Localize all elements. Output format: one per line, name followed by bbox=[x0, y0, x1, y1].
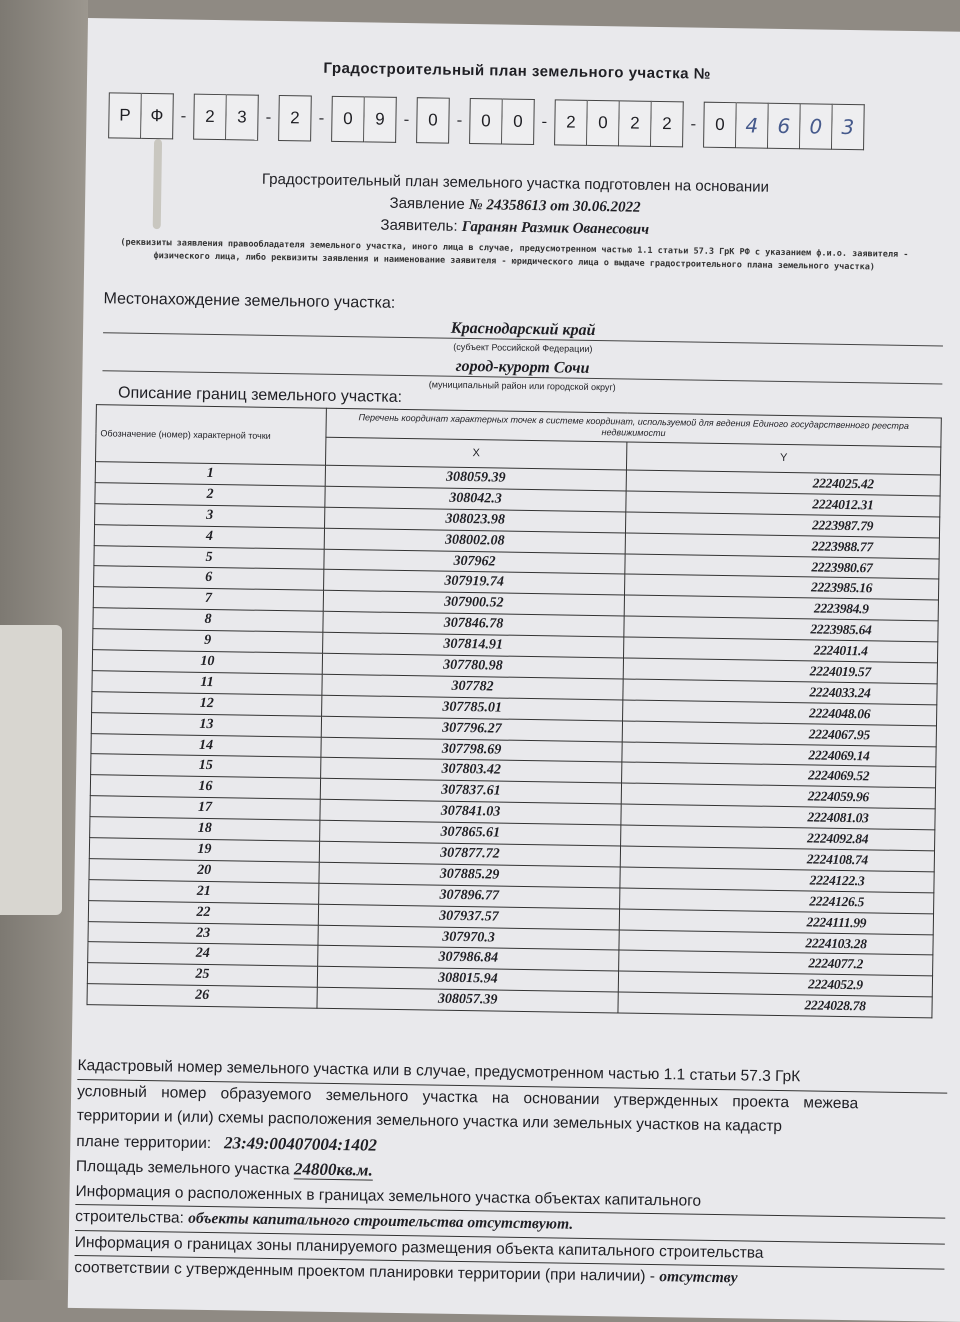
x-coordinate: 307885.29 bbox=[319, 862, 620, 888]
y-coordinate: 2224069.52 bbox=[622, 762, 936, 788]
x-coordinate: 307877.72 bbox=[319, 841, 620, 867]
point-number: 3 bbox=[95, 503, 325, 528]
point-number: 17 bbox=[90, 796, 320, 821]
coordinates-group-header: Перечень координат характерных точек в системе координат, используемой для ведения Единого государственного реестра недвижимости bbox=[326, 408, 941, 446]
zone-label: соответствии с утвержденным проектом планировки территории (при наличии) - bbox=[74, 1258, 656, 1286]
y-coordinate: 2224126.5 bbox=[620, 888, 934, 914]
y-coordinate: 2224077.2 bbox=[619, 950, 933, 976]
point-number: 4 bbox=[94, 524, 324, 549]
y-coordinate: 2223984.9 bbox=[624, 595, 938, 621]
point-number: 2 bbox=[95, 483, 325, 508]
area-value: 24800кв.м. bbox=[293, 1159, 373, 1180]
number-separator: - bbox=[318, 109, 325, 127]
y-coordinate: 2224019.57 bbox=[623, 658, 937, 684]
zone-line-1: Информация о границах зоны планируемого размещения объекта капитального строительства bbox=[75, 1230, 945, 1269]
basis-text: Градостроительный план земельного участка подготовлен на основании bbox=[261, 170, 770, 196]
y-coordinate: 2224048.06 bbox=[623, 700, 937, 726]
point-number: 8 bbox=[93, 608, 323, 633]
point-number: 16 bbox=[90, 775, 320, 800]
buildings-value: объекты капитального строительства отсутствуют. bbox=[188, 1209, 574, 1233]
buildings-label: строительства: bbox=[75, 1207, 185, 1227]
x-coordinate: 307962 bbox=[324, 549, 625, 575]
point-number: 11 bbox=[92, 671, 322, 696]
x-coordinate: 308002.08 bbox=[324, 528, 625, 554]
number-separator: - bbox=[265, 108, 272, 126]
number-separator: - bbox=[541, 113, 548, 131]
number-cell: 2 bbox=[651, 101, 684, 147]
x-coordinate: 307803.42 bbox=[321, 758, 622, 784]
number-cell: 0 bbox=[502, 99, 535, 145]
cadastral-label: плане территории: bbox=[76, 1132, 212, 1152]
point-number: 10 bbox=[92, 650, 322, 675]
requisites-note: (реквизиты заявления правообладателя земельного участка, иного лица в случае, предусмотренном частью 1.1 статьи 57.3 ГрК РФ с указанием ф.и.о. заявителя - физического лица, либо реквизиты заявления и наименование заявителя - юридического лица о выдаче градостроительного плана земельного участка) bbox=[120, 237, 909, 273]
location-label: Местонахождение земельного участка: bbox=[103, 290, 396, 312]
point-number: 1 bbox=[95, 462, 325, 487]
x-coordinate: 307896.77 bbox=[319, 883, 620, 909]
x-coordinate: 307970.3 bbox=[318, 925, 619, 951]
y-coordinate: 2224092.84 bbox=[621, 825, 935, 851]
point-number: 18 bbox=[90, 817, 320, 842]
y-coordinate: 2224111.99 bbox=[619, 909, 933, 935]
x-coordinate: 308057.39 bbox=[317, 987, 618, 1013]
subject-value: Краснодарский край bbox=[450, 319, 596, 340]
y-coordinate: 2224069.14 bbox=[622, 742, 936, 768]
plot-details bbox=[74, 1054, 947, 1294]
number-cell: 6 bbox=[768, 103, 801, 149]
x-coordinate: 308015.94 bbox=[317, 967, 618, 993]
x-coordinate: 307900.52 bbox=[323, 591, 624, 617]
x-coordinate: 307785.01 bbox=[322, 695, 623, 721]
area-label: Площадь земельного участка bbox=[75, 1157, 290, 1179]
y-coordinate: 2224052.9 bbox=[618, 971, 932, 997]
boundaries-label: Описание границ земельного участка: bbox=[117, 384, 403, 406]
x-coordinate: 307796.27 bbox=[321, 716, 622, 742]
number-separator: - bbox=[690, 115, 697, 133]
y-coordinate: 2224012.31 bbox=[626, 491, 940, 517]
number-cell: 0 bbox=[587, 100, 620, 146]
x-coordinate: 307782 bbox=[322, 674, 623, 700]
point-column-header: Обозначение (номер) характерной точки bbox=[96, 405, 327, 466]
number-cell: 3 bbox=[226, 94, 259, 140]
number-cell: 2 bbox=[193, 94, 227, 141]
point-number: 6 bbox=[94, 566, 324, 591]
document-page bbox=[68, 18, 960, 1322]
number-cell: Р bbox=[108, 92, 142, 139]
x-coordinate: 307919.74 bbox=[324, 570, 625, 596]
x-coordinate: 308023.98 bbox=[325, 507, 626, 533]
cadastral-number: 23:49:00407004:1402 bbox=[223, 1132, 378, 1155]
y-coordinate: 2224025.42 bbox=[626, 470, 940, 496]
y-coordinate: 2224103.28 bbox=[619, 930, 933, 956]
x-coordinate: 307780.98 bbox=[322, 653, 623, 679]
number-cell: 2 bbox=[619, 100, 652, 146]
y-coordinate: 2224081.03 bbox=[621, 804, 935, 830]
plan-number-cells bbox=[108, 92, 865, 150]
point-number: 25 bbox=[87, 963, 317, 988]
point-number: 15 bbox=[91, 754, 321, 779]
cadastral-line-2: условный номер образуемого земельного участка на основании утвержденных проекта межева bbox=[77, 1082, 859, 1112]
y-coordinate: 2223987.79 bbox=[625, 512, 939, 538]
x-coordinate: 307986.84 bbox=[318, 946, 619, 972]
number-cell: 2 bbox=[554, 99, 588, 146]
point-number: 13 bbox=[91, 712, 321, 737]
y-coordinate: 2224122.3 bbox=[620, 867, 934, 893]
x-coordinate: 307814.91 bbox=[323, 632, 624, 658]
y-coordinate: 2223985.64 bbox=[624, 616, 938, 642]
point-number: 19 bbox=[89, 838, 319, 863]
point-number: 22 bbox=[88, 900, 318, 925]
y-coordinate: 2224059.96 bbox=[621, 783, 935, 809]
application-value: № 24358613 от 30.06.2022 bbox=[468, 197, 641, 216]
coordinates-table bbox=[86, 404, 941, 1018]
number-cell: Ф bbox=[141, 93, 174, 139]
number-cell: 0 bbox=[800, 103, 833, 149]
applicant-label: Заявитель: bbox=[380, 216, 458, 235]
y-coordinate: 2223988.77 bbox=[625, 533, 939, 559]
applicant-value: Гаранян Размик Ованесович bbox=[461, 218, 650, 238]
point-number: 20 bbox=[89, 859, 319, 884]
folder-tab bbox=[0, 625, 62, 915]
y-coordinate: 2224028.78 bbox=[618, 992, 932, 1018]
number-cell: 0 bbox=[469, 98, 503, 145]
point-number: 14 bbox=[91, 733, 321, 758]
y-coordinate: 2224067.95 bbox=[622, 721, 936, 747]
x-coordinate: 308059.39 bbox=[325, 465, 626, 491]
x-coordinate: 307846.78 bbox=[323, 612, 624, 638]
point-number: 26 bbox=[87, 984, 317, 1009]
municipality-value: город-курорт Сочи bbox=[455, 357, 590, 377]
subject-caption: (субъект Российской Федерации) bbox=[453, 341, 593, 354]
point-number: 7 bbox=[93, 587, 323, 612]
number-separator: - bbox=[180, 107, 187, 125]
number-cell: 0 bbox=[331, 96, 365, 143]
number-cell: 0 bbox=[703, 102, 737, 149]
number-separator: - bbox=[456, 111, 463, 129]
point-number: 21 bbox=[89, 879, 319, 904]
point-number: 23 bbox=[88, 921, 318, 946]
x-coordinate: 308042.3 bbox=[325, 486, 626, 512]
zone-value: отсутству bbox=[659, 1268, 738, 1287]
y-coordinate: 2224033.24 bbox=[623, 679, 937, 705]
point-number: 9 bbox=[93, 629, 323, 654]
y-coordinate: 2224011.4 bbox=[624, 637, 938, 663]
number-cell: 2 bbox=[278, 95, 312, 142]
x-column-header: X bbox=[326, 437, 627, 470]
y-coordinate: 2223985.16 bbox=[624, 574, 938, 600]
number-cell: 4 bbox=[736, 102, 769, 148]
application-label: Заявление bbox=[389, 194, 465, 213]
document-title: Градостроительный план земельного участка № bbox=[323, 59, 712, 83]
point-number: 5 bbox=[94, 545, 324, 570]
x-coordinate: 307841.03 bbox=[320, 799, 621, 825]
number-cell: 3 bbox=[832, 104, 865, 150]
number-cell: 9 bbox=[364, 96, 397, 142]
x-coordinate: 307837.61 bbox=[320, 779, 621, 805]
buildings-line-1: Информация о расположенных в границах земельного участка объектах капитального bbox=[75, 1179, 945, 1218]
point-number: 24 bbox=[88, 942, 318, 967]
cadastral-line-1: Кадастровый номер земельного участка или в случае, предусмотренном частью 1.1 статьи 57.3 ГрК bbox=[77, 1054, 947, 1093]
y-coordinate: 2224108.74 bbox=[620, 846, 934, 872]
number-cell: 0 bbox=[416, 97, 450, 144]
x-coordinate: 307937.57 bbox=[318, 904, 619, 930]
cadastral-line-3: территории и (или) схемы расположения земельного участка или земельных участков на кадастр bbox=[76, 1106, 783, 1136]
x-coordinate: 307798.69 bbox=[321, 737, 622, 763]
y-column-header: Y bbox=[626, 442, 940, 475]
point-number: 12 bbox=[92, 691, 322, 716]
municipality-caption: (муниципальный район или городской округ) bbox=[428, 379, 616, 393]
y-coordinate: 2223980.67 bbox=[625, 554, 939, 580]
x-coordinate: 307865.61 bbox=[320, 820, 621, 846]
number-separator: - bbox=[403, 110, 410, 129]
